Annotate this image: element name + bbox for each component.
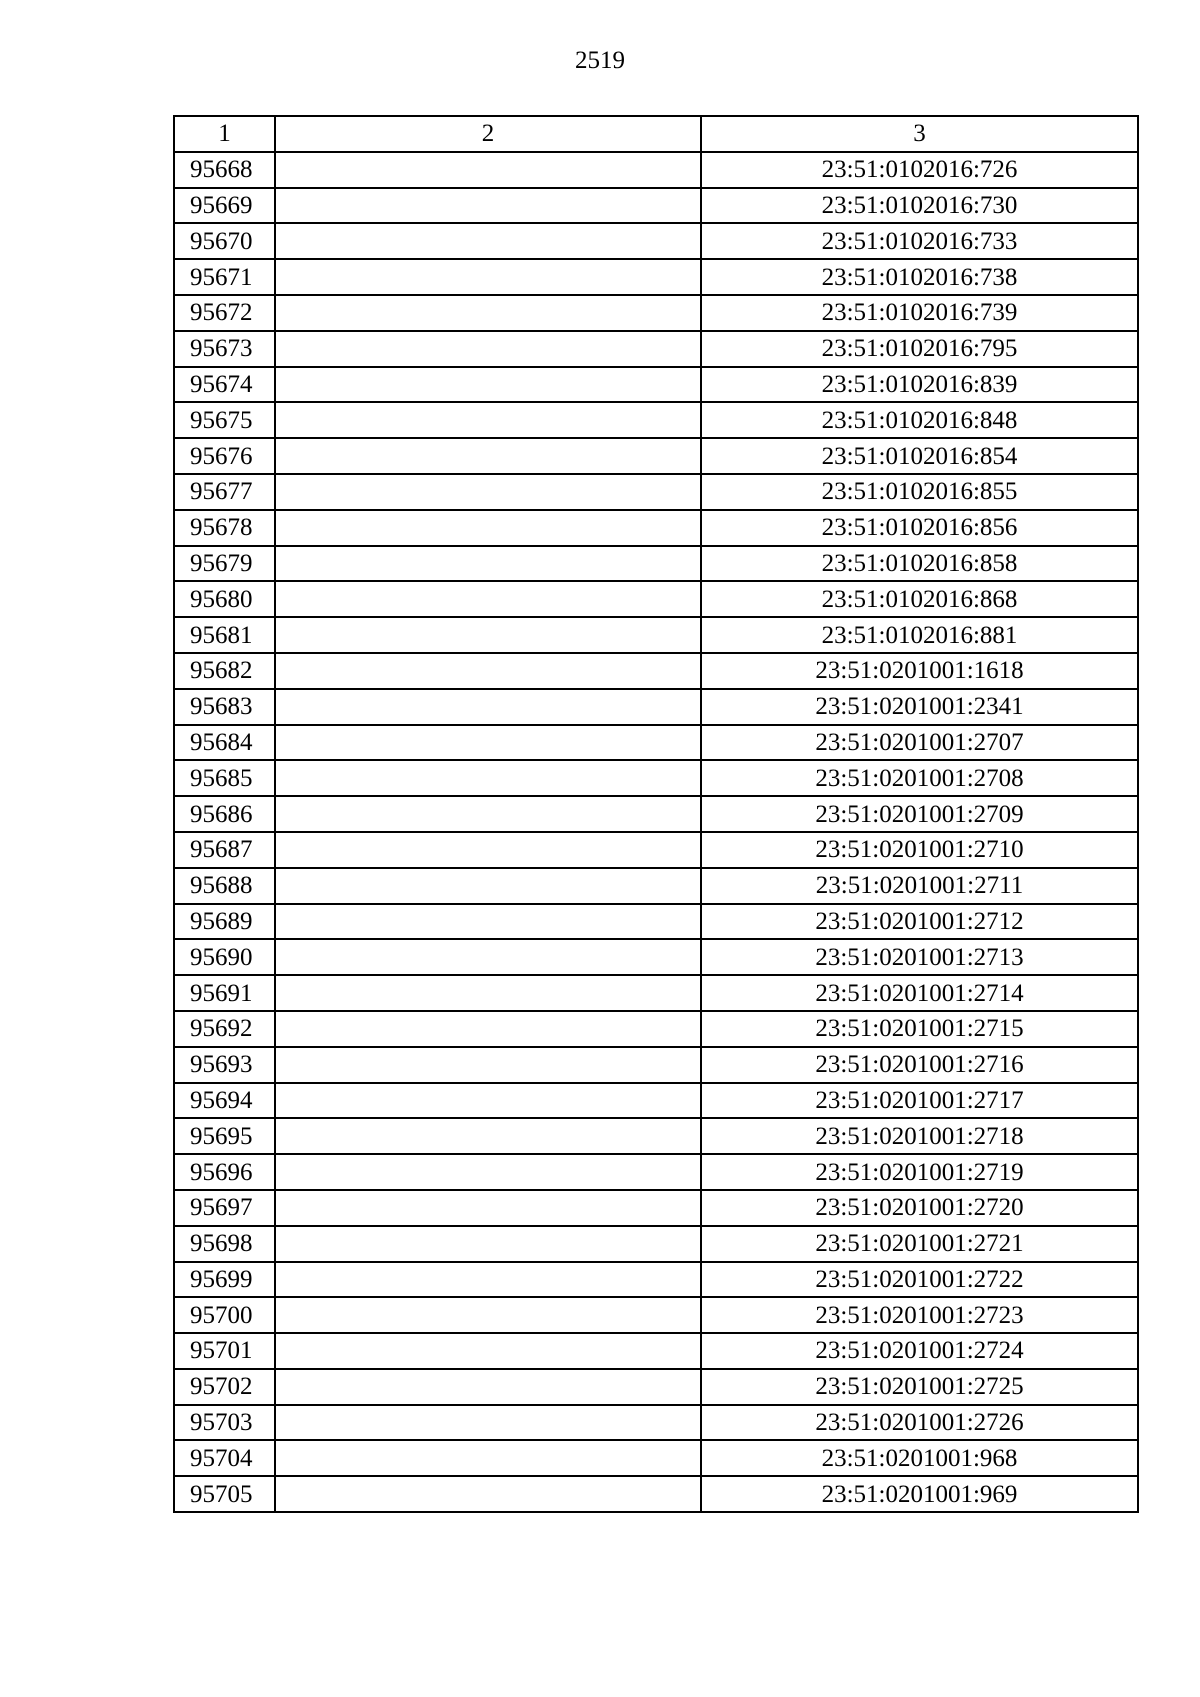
table-row [174, 1226, 1138, 1262]
table-row [174, 975, 1138, 1011]
table-row [174, 653, 1138, 689]
cadastral-number-cell: 23:51:0102016:730 [701, 188, 1138, 224]
data-table [173, 115, 1139, 1513]
cadastral-number-cell: 23:51:0102016:738 [701, 259, 1138, 295]
table-row [174, 438, 1138, 474]
cadastral-number-cell: 23:51:0102016:726 [701, 152, 1138, 188]
table-row [174, 1297, 1138, 1333]
row-number-cell: 95686 [174, 796, 275, 832]
row-number-cell: 95698 [174, 1226, 275, 1262]
row-name-cell [275, 402, 701, 438]
row-number-cell: 95689 [174, 904, 275, 940]
row-name-cell [275, 295, 701, 331]
row-number-cell: 95699 [174, 1262, 275, 1298]
cadastral-number-cell: 23:51:0201001:1618 [701, 653, 1138, 689]
cadastral-number-cell: 23:51:0201001:2725 [701, 1369, 1138, 1405]
table-row [174, 546, 1138, 582]
row-number-cell: 95674 [174, 367, 275, 403]
row-name-cell [275, 223, 701, 259]
cadastral-number-cell: 23:51:0201001:2711 [701, 868, 1138, 904]
row-number-cell: 95694 [174, 1083, 275, 1119]
cadastral-number-cell: 23:51:0201001:2713 [701, 939, 1138, 975]
table-row [174, 259, 1138, 295]
row-name-cell [275, 1011, 701, 1047]
row-name-cell [275, 1476, 701, 1512]
row-name-cell [275, 904, 701, 940]
row-name-cell [275, 474, 701, 510]
cadastral-number-cell: 23:51:0201001:2721 [701, 1226, 1138, 1262]
row-name-cell [275, 1190, 701, 1226]
table-row [174, 1154, 1138, 1190]
row-name-cell [275, 1154, 701, 1190]
table-row [174, 367, 1138, 403]
row-number-cell: 95670 [174, 223, 275, 259]
cadastral-number-cell: 23:51:0201001:2724 [701, 1333, 1138, 1369]
cadastral-number-cell: 23:51:0102016:881 [701, 617, 1138, 653]
cadastral-number-cell: 23:51:0201001:2720 [701, 1190, 1138, 1226]
table-row [174, 1476, 1138, 1512]
row-name-cell [275, 760, 701, 796]
table-row [174, 904, 1138, 940]
row-number-cell: 95675 [174, 402, 275, 438]
row-name-cell [275, 868, 701, 904]
row-name-cell [275, 1083, 701, 1119]
row-name-cell [275, 689, 701, 725]
row-number-cell: 95680 [174, 581, 275, 617]
table-row [174, 581, 1138, 617]
row-number-cell: 95700 [174, 1297, 275, 1333]
table-row [174, 868, 1138, 904]
row-name-cell [275, 510, 701, 546]
cadastral-number-cell: 23:51:0201001:2715 [701, 1011, 1138, 1047]
table-row [174, 402, 1138, 438]
cadastral-number-cell: 23:51:0201001:2709 [701, 796, 1138, 832]
row-number-cell: 95692 [174, 1011, 275, 1047]
table-row [174, 796, 1138, 832]
cadastral-number-cell: 23:51:0201001:2716 [701, 1047, 1138, 1083]
row-number-cell: 95673 [174, 331, 275, 367]
row-name-cell [275, 188, 701, 224]
column-header-3: 3 [701, 116, 1138, 152]
row-name-cell [275, 1369, 701, 1405]
table-row [174, 832, 1138, 868]
row-number-cell: 95696 [174, 1154, 275, 1190]
row-number-cell: 95683 [174, 689, 275, 725]
row-name-cell [275, 1226, 701, 1262]
page-number: 2519 [575, 47, 625, 74]
row-number-cell: 95679 [174, 546, 275, 582]
table-row [174, 1047, 1138, 1083]
cadastral-number-cell: 23:51:0102016:739 [701, 295, 1138, 331]
row-number-cell: 95691 [174, 975, 275, 1011]
table-row [174, 1011, 1138, 1047]
cadastral-number-cell: 23:51:0201001:2714 [701, 975, 1138, 1011]
row-number-cell: 95681 [174, 617, 275, 653]
row-name-cell [275, 546, 701, 582]
table-row [174, 689, 1138, 725]
row-name-cell [275, 331, 701, 367]
row-number-cell: 95682 [174, 653, 275, 689]
cadastral-number-cell: 23:51:0102016:795 [701, 331, 1138, 367]
table-row [174, 1333, 1138, 1369]
row-number-cell: 95669 [174, 188, 275, 224]
row-number-cell: 95684 [174, 725, 275, 761]
cadastral-number-cell: 23:51:0201001:2708 [701, 760, 1138, 796]
cadastral-number-cell: 23:51:0201001:2723 [701, 1297, 1138, 1333]
row-number-cell: 95677 [174, 474, 275, 510]
row-name-cell [275, 832, 701, 868]
row-name-cell [275, 939, 701, 975]
table-row [174, 223, 1138, 259]
row-number-cell: 95678 [174, 510, 275, 546]
cadastral-number-cell: 23:51:0102016:848 [701, 402, 1138, 438]
cadastral-number-cell: 23:51:0102016:868 [701, 581, 1138, 617]
table-row [174, 295, 1138, 331]
column-header-1: 1 [174, 116, 275, 152]
table-row [174, 939, 1138, 975]
cadastral-number-cell: 23:51:0102016:855 [701, 474, 1138, 510]
row-name-cell [275, 1440, 701, 1476]
row-number-cell: 95703 [174, 1405, 275, 1441]
row-name-cell [275, 1297, 701, 1333]
row-name-cell [275, 1405, 701, 1441]
table-row [174, 188, 1138, 224]
row-number-cell: 95695 [174, 1118, 275, 1154]
table-row [174, 617, 1138, 653]
table-row [174, 1369, 1138, 1405]
row-number-cell: 95671 [174, 259, 275, 295]
row-number-cell: 95687 [174, 832, 275, 868]
row-name-cell [275, 653, 701, 689]
row-name-cell [275, 581, 701, 617]
column-header-2: 2 [275, 116, 701, 152]
table-row [174, 725, 1138, 761]
cadastral-number-cell: 23:51:0102016:733 [701, 223, 1138, 259]
cadastral-number-cell: 23:51:0201001:2717 [701, 1083, 1138, 1119]
table-row [174, 474, 1138, 510]
table-row [174, 1405, 1138, 1441]
row-number-cell: 95701 [174, 1333, 275, 1369]
cadastral-number-cell: 23:51:0201001:2719 [701, 1154, 1138, 1190]
row-name-cell [275, 1118, 701, 1154]
row-name-cell [275, 367, 701, 403]
row-name-cell [275, 1047, 701, 1083]
row-number-cell: 95685 [174, 760, 275, 796]
table-row [174, 152, 1138, 188]
row-name-cell [275, 796, 701, 832]
table-row [174, 331, 1138, 367]
table-row [174, 1440, 1138, 1476]
table-row [174, 1262, 1138, 1298]
row-number-cell: 95672 [174, 295, 275, 331]
cadastral-number-cell: 23:51:0201001:2341 [701, 689, 1138, 725]
table-row [174, 1118, 1138, 1154]
cadastral-number-cell: 23:51:0201001:2712 [701, 904, 1138, 940]
cadastral-number-cell: 23:51:0201001:969 [701, 1476, 1138, 1512]
cadastral-number-cell: 23:51:0102016:856 [701, 510, 1138, 546]
cadastral-number-cell: 23:51:0201001:2710 [701, 832, 1138, 868]
table-header-row [174, 116, 1138, 152]
row-name-cell [275, 152, 701, 188]
row-name-cell [275, 438, 701, 474]
cadastral-number-cell: 23:51:0201001:2722 [701, 1262, 1138, 1298]
cadastral-number-cell: 23:51:0201001:2718 [701, 1118, 1138, 1154]
cadastral-number-cell: 23:51:0102016:839 [701, 367, 1138, 403]
row-number-cell: 95676 [174, 438, 275, 474]
table-body [174, 152, 1138, 1512]
row-number-cell: 95704 [174, 1440, 275, 1476]
row-number-cell: 95697 [174, 1190, 275, 1226]
row-number-cell: 95668 [174, 152, 275, 188]
cadastral-number-cell: 23:51:0201001:2707 [701, 725, 1138, 761]
row-name-cell [275, 725, 701, 761]
row-name-cell [275, 975, 701, 1011]
row-number-cell: 95693 [174, 1047, 275, 1083]
row-name-cell [275, 1262, 701, 1298]
cadastral-number-cell: 23:51:0102016:858 [701, 546, 1138, 582]
table-row [174, 1190, 1138, 1226]
table-row [174, 760, 1138, 796]
cadastral-number-cell: 23:51:0201001:2726 [701, 1405, 1138, 1441]
row-name-cell [275, 1333, 701, 1369]
cadastral-number-cell: 23:51:0102016:854 [701, 438, 1138, 474]
row-name-cell [275, 259, 701, 295]
row-name-cell [275, 617, 701, 653]
row-number-cell: 95705 [174, 1476, 275, 1512]
cadastral-number-cell: 23:51:0201001:968 [701, 1440, 1138, 1476]
row-number-cell: 95688 [174, 868, 275, 904]
row-number-cell: 95702 [174, 1369, 275, 1405]
row-number-cell: 95690 [174, 939, 275, 975]
table-row [174, 1083, 1138, 1119]
table-row [174, 510, 1138, 546]
